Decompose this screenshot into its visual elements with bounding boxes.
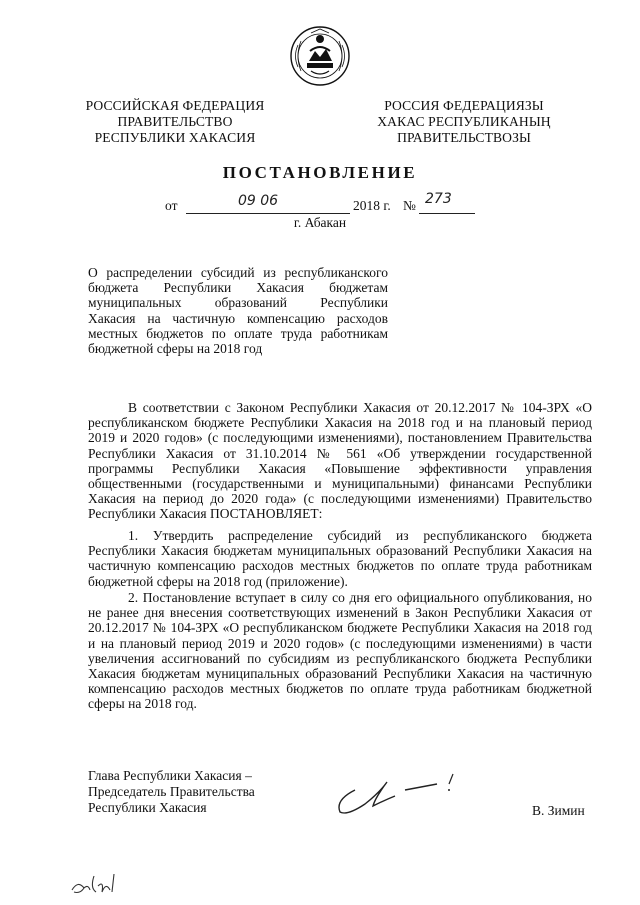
handwritten-corner-mark — [68, 870, 128, 898]
handwritten-signature — [325, 770, 475, 820]
subject-line: бюджетной сферы на 2018 год — [88, 341, 263, 357]
signatory-position-line: Председатель Правительства — [88, 784, 255, 799]
subject-line: бюджета Республики Хакасия бюджетам — [88, 280, 388, 296]
signatory-position-line: Глава Республики Хакасия – — [88, 768, 252, 783]
city-line: г. Абакан — [293, 215, 347, 230]
body-paragraph-item-1: 1. Утвердить распределение субсидий из республиканского бюджета Республики Хакасия бюджетам муниципальных образований Республики Хакасия на частичную компенсацию расходов местных бюджетов по оплате труда работникам бюджетной сферы на 2018 год (приложение). — [88, 528, 592, 589]
subject-line: местных бюджетов по оплате труда работникам — [88, 325, 388, 341]
subject-line: Хакасия на частичную компенсацию расходов — [88, 310, 388, 326]
handwritten-number: 273 — [425, 191, 452, 207]
header-right-line: ХАКАС РЕСПУБЛИКАНЫҢ — [377, 114, 551, 129]
header-left — [70, 98, 280, 146]
subject-line: О распределении субсидий из республиканского — [88, 265, 388, 280]
subject-block — [88, 265, 388, 356]
date-year: 2018 г. — [353, 198, 391, 213]
document-title: ПОСТАНОВЛЕНИЕ — [222, 163, 418, 182]
number-label: № — [403, 198, 416, 213]
coat-of-arms-emblem — [289, 25, 351, 87]
date-from-label: от — [165, 198, 178, 213]
handwritten-date: 09 06 — [238, 193, 279, 209]
subject-line: муниципальных образований Республики — [88, 295, 388, 311]
header-left-line: РЕСПУБЛИКИ ХАКАСИЯ — [94, 130, 256, 145]
body-paragraph-item-2: 2. Постановление вступает в силу со дня его официального опубликования, но не ранее дня внесения соответствующих изменений в Закон Республики Хакасия от 20.12.2017 № 104-ЗРХ «О республиканском бюджете Республики Хакасия на 2018 год и на плановый период 2019 и 2020 годов» (с последующими изменениями) в части увеличения ассигнований по субсидиям из республиканского бюджета Республики Хакасия бюджетам муниципальных образований Республики Хакасия на частичную компенсацию расходов местных бюджетов по оплате труда работникам бюджетной сферы на 2018 год. — [88, 590, 592, 712]
signatory-name: В. Зимин — [532, 803, 585, 818]
header-left-line: РОССИЙСКАЯ ФЕДЕРАЦИЯ — [85, 98, 265, 113]
signatory-position — [88, 768, 308, 816]
header-left-line: ПРАВИТЕЛЬСТВО — [117, 114, 233, 129]
body-paragraph-preamble: В соответствии с Законом Республики Хакасия от 20.12.2017 № 104-ЗРХ «О республиканском бюджете Республики Хакасия на 2018 год и на плановый период 2019 и 2020 годов» (с последующими изменениями), постановлением Правительства Республики Хакасия от 31.10.2014 № 561 «Об утверждении государственной программы Республики Хакасия «Повышение эффективности управления общественными (государственными и муниципальными) финансами Республики Хакасия на период до 2020 года» (с последующими изменениями) Правительство Республики Хакасия ПОСТАНОВЛЯЕТ: — [88, 400, 592, 522]
header-right-line: ПРАВИТЕЛЬСТВОЗЫ — [397, 130, 531, 145]
header-right — [364, 98, 564, 146]
header-right-line: РОССИЯ ФЕДЕРАЦИЯЗЫ — [384, 98, 544, 113]
signatory-position-line: Республики Хакасия — [88, 800, 207, 815]
